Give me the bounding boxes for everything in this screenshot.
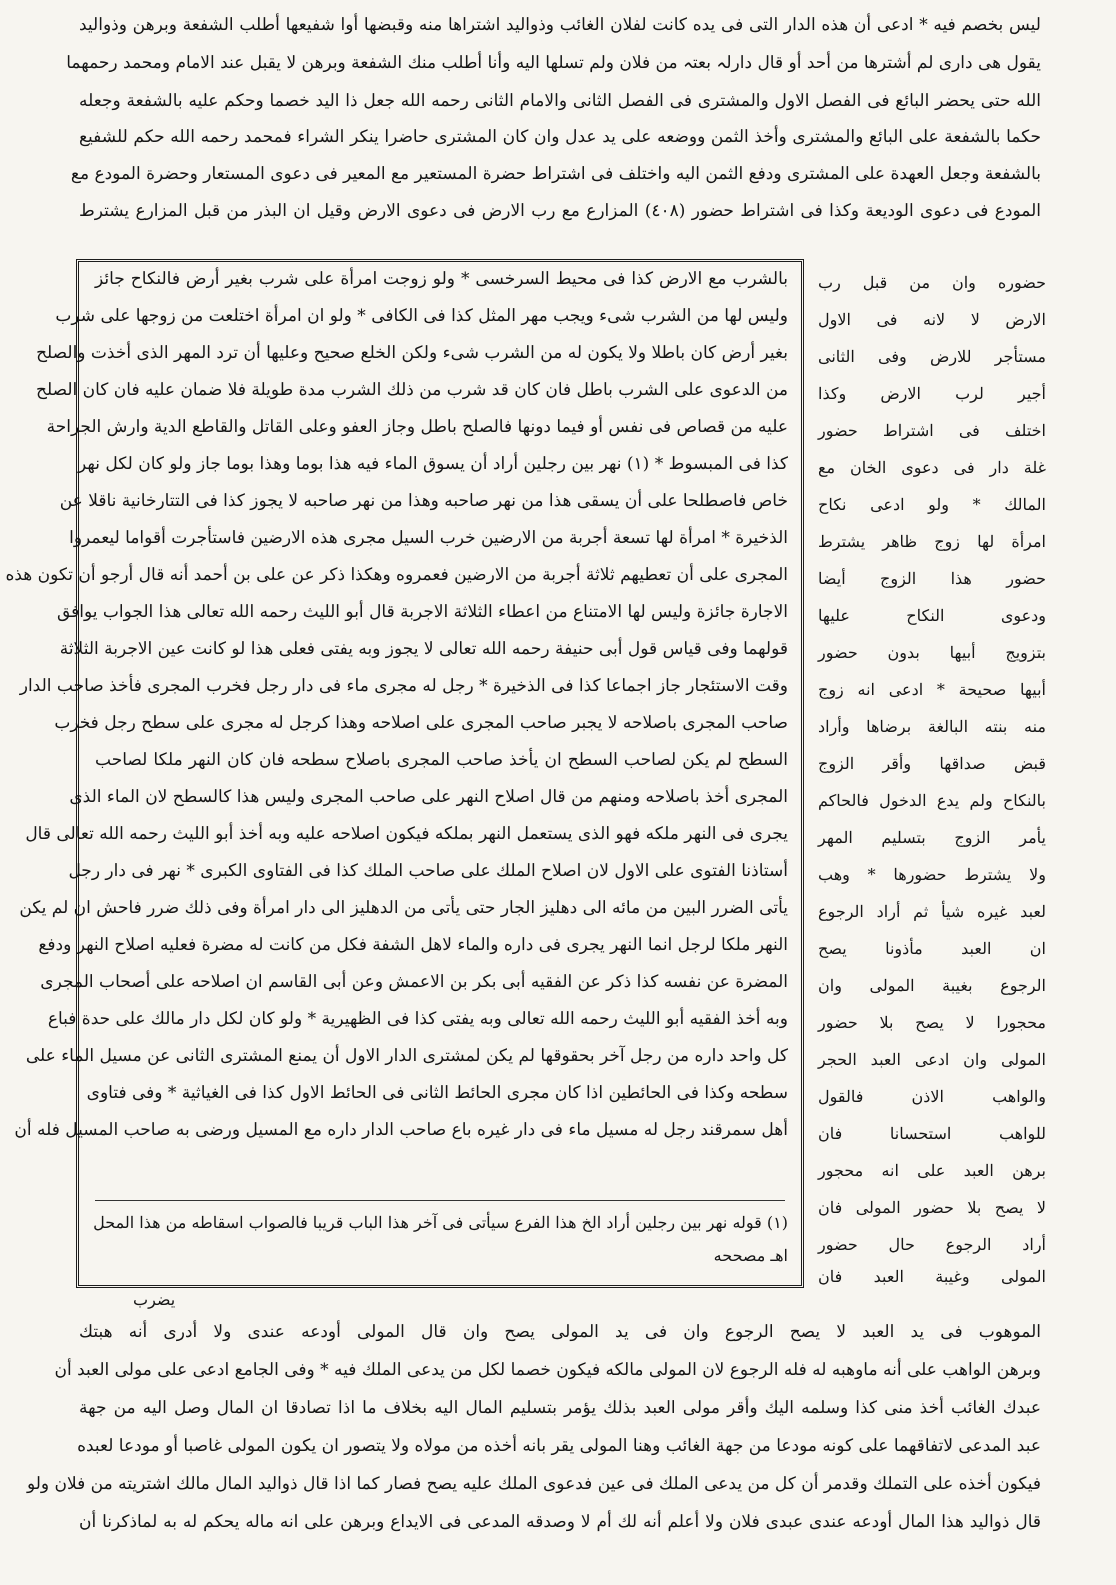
- margin-line: الرجوع بغیبة المولی وان: [818, 976, 1046, 995]
- footnote-line: اهـ مصححه: [713, 1246, 788, 1265]
- text-line: حکما بالشفعة علی البائع والمشتری وأخذ الثمن ووضعه علی ید عدل وان کان المشتری حاضرا ینکر الشراء فمحمد رحمه الله حکم للشفیع: [79, 127, 1041, 147]
- text-line: عبد المدعی لاتفاقهما علی کونه مودعا من جهة الغائب وهنا المولی یقر بانه أخذه من مولاه ولا یتصور ان یکون المولی غاصبا أو مودعا لعبده: [77, 1436, 1041, 1456]
- text-line: فیکون أخذه علی التملك وقدمر أن کل من یدعی الملك فی عین فدعوی الملك علیه یصح فصار کما اذا قال ذوالید المال مالك اشتریته من فلان ولو: [26, 1474, 1041, 1494]
- text-line: سطحه وکذا فی الحائطین اذا کان مجری الحائط الثانی فی الحائط الاول کذا فی الغیاثیة * وفی فتاوی: [86, 1083, 788, 1103]
- text-line: المجری أخذ باصلاحه ومنهم من قال اصلاح النهر علی صاحب المجری ولیس هذا کالسطح لان الماء الذی: [69, 787, 788, 807]
- text-line: خاص فاصطلحا علی أن یسقی هذا من نهر صاحبه وهذا من نهر صاحبه لا یجوز کذا فی التتارخانیة ناقلا عن: [59, 491, 788, 511]
- margin-line: أجیر لرب الارض وکذا: [818, 384, 1046, 403]
- text-line: بغیر أرض کان باطلا ولا یکون له من الشرب شیء ولکن الخلع صحیح وعلیها أن ترد المهر الذی أخذت والصلح: [36, 343, 788, 363]
- margin-line: أراد الرجوع حال حضور: [818, 1235, 1046, 1254]
- text-line: السطح لم یکن لصاحب السطح ان یأخذ صاحب المجری باصلاح سطحه فان کان النهر ملکا لصاحب: [95, 750, 788, 770]
- margin-line: برهن العبد علی انه محجور: [818, 1161, 1046, 1180]
- footnote-divider: [95, 1200, 785, 1201]
- text-line: الذخیرة * امرأة لها تسعة أجربة من الارضین خرب السیل مجری هذه الارضین فاستأجرت أقواما لیعمروا: [69, 528, 788, 548]
- text-line: المجری علی أن تعطیهم ثلاثة أجربة من الارضین فعمروه وهکذا ذکر عن علی بن أحمد أنه قال أرجو أن تکون هذه: [5, 565, 788, 585]
- margin-line: منه بنته البالغة برضاها وأراد: [818, 717, 1046, 736]
- margin-line: المولی وان ادعی العبد الحجر: [818, 1050, 1046, 1069]
- margin-line: بالنکاح ولم یدع الدخول فالحاکم: [818, 791, 1046, 810]
- text-line: علیه من قصاص فی نفس أو فیما دونها فالصلح باطل وجاز العفو وعلی القاتل والقاطع الدیة وارش الجراحة: [46, 417, 788, 437]
- text-line: من الدعوی علی الشرب باطل فان کان قد شرب من ذلك الشرب مدة طویلة فلا ضمان علیه فان کان الصلح: [35, 380, 788, 400]
- text-line: المودع فی دعوی الودیعة وکذا فی اشتراط حضور (٤٠٨) المزارع مع رب الارض فی دعوی الارض وقیل ان البذر من قبل المزارع یشترط: [79, 201, 1041, 221]
- margin-line: الارض لا لانه فی الاول: [818, 310, 1046, 329]
- text-line: ولیس لها من الشرب شیء ویجب مهر المثل کذا فی الکافی * ولو ان امرأة اختلعت من زوجها علی شرب: [55, 306, 788, 326]
- main-text-frame: [5, 259, 804, 1288]
- margin-line: اختلف فی اشتراط حضور: [818, 421, 1046, 440]
- text-line: الموهوب فی ید العبد لا یصح الرجوع وان فی ید المولی یصح وان قال المولی أودعه عندی ولا أدری أنه هبتك: [79, 1322, 1041, 1342]
- text-line: أستاذنا الفتوی علی الاول لان اصلاح الملك علی صاحب الملك کذا فی الفتاوی الکبری * نهر فی دار رجل: [68, 861, 788, 881]
- margin-line: للواهب استحسانا فان: [818, 1124, 1046, 1143]
- text-line: یجری فی النهر ملکه فهو الذی یستعمل النهر بملکه فیکون اصلاحه علیه وبه أخذ أبو اللیث رحمه الله تعالی قال: [25, 824, 788, 844]
- text-line: صاحب المجری باصلاحه لا یجبر صاحب المجری علی اصلاحه وهذا کرجل له مجری علی سطح رجل فخرب: [54, 713, 788, 733]
- text-line: أهل سمرقند رجل له مسیل ماء فی دار غیره باع صاحب الدار داره مع المسیل ورضی به صاحب المسیل فله أن: [14, 1120, 788, 1140]
- catchword: یضرب: [133, 1290, 176, 1309]
- margin-line: والواهب الاذن فالقول: [818, 1087, 1046, 1106]
- margin-line: أبیها صحیحة * ادعی انه زوج: [818, 680, 1046, 699]
- text-line: لیس بخصم فیه * ادعی أن هذه الدار التی فی یده کانت لفلان الغائب وذوالید اشتراها منه وقبضها أوا شفیعها أطلب الشفعة وبرهن وذوالید: [79, 15, 1041, 35]
- text-line: المضرة عن نفسه کذا ذکر عن الفقیه أبی بکر بن الاعمش وعن أبی القاسم ان اصلاحه علی أصحاب المجری: [40, 972, 788, 992]
- text-line: النهر ملکا لرجل انما النهر یجری فی داره والماء لاهل الشفة فکل من کانت له مضرة فعلیه اصلاح النهر ودفع: [38, 935, 788, 955]
- text-line: کل واحد داره من رجل آخر بحقوقها لم یکن لمشتری الدار الاول أن یمنع المشتری الثانی عن مسیل الماء علی: [25, 1046, 788, 1066]
- text-line: عبدك الغائب أخذ منی کذا وسلمه الیك وأقر مولی العبد بذلك یؤمر بتسلیم المال الیه بخلاف ما اذا تصادقا ان المال وصل الیه من جهة: [79, 1398, 1041, 1418]
- margin-line: غلة دار فی دعوی الخان مع: [818, 458, 1046, 477]
- text-line: کذا فی المبسوط * (١) نهر بین رجلین أراد أن یسوق الماء فیه هذا بوما وهذا بوما جاز ولو کان لکل نهر: [78, 454, 788, 474]
- margin-line: ان العبد مأذونا یصح: [818, 939, 1046, 958]
- margin-line: بتزویج أبیها بدون حضور: [818, 643, 1046, 662]
- footnote-line: (١) قوله نهر بین رجلین أراد الخ هذا الفرع سیأتی فی آخر هذا الباب قریبا فالصواب اسقاطه من هذا المحل: [93, 1213, 788, 1232]
- margin-line: ودعوی النکاح علیها: [818, 606, 1046, 625]
- margin-line: مستأجر للارض وفی الثانی: [818, 347, 1046, 366]
- margin-line: ولا یشترط حضورها * وهب: [818, 865, 1046, 884]
- margin-line: امرأة لها زوج ظاهر یشترط: [818, 532, 1046, 551]
- text-line: بالشرب مع الارض کذا فی محیط السرخسی * ولو زوجت امرأة علی شرب بغیر أرض فالنکاح جائز: [95, 269, 788, 289]
- margin-line: المولی وغیبة العبد فان: [818, 1267, 1046, 1286]
- text-line: قال ذوالید هذا المال أودعه عندی عبدی فلان ولا أعلم أنه لك أم لا وصدقه المدعی فی الایداع وبرهن علی انه ماله یحکم له به لماذکرنا أن: [79, 1512, 1041, 1532]
- margin-line: حضوره وان من قبل رب: [818, 273, 1046, 292]
- text-line: بالشفعة وجعل العهدة علی المشتری ودفع الثمن الیه واختلف فی اشتراط حضرة المستعیر مع المعیر فی دعوی المستعار وحضرة المودع مع: [70, 164, 1041, 184]
- text-line: الله حتی یحضر البائع فی الفصل الاول والمشتری فی الفصل الثانی والامام الثانی رحمه الله جعل ذا الید خصما وحکم علیه بالشفعة وجعله: [79, 91, 1041, 111]
- text-line: قولهما وفی قیاس قول أبی حنیفة رحمه الله تعالی لا یجوز وبه یفتی فعلی هذا لو کانت عین الاجربة الثلاثة: [59, 639, 788, 659]
- margin-line: حضور هذا الزوج أیضا: [818, 569, 1046, 588]
- text-line: یقول هی داری لم أشترها من أحد أو قال دارلہ بعتہ من فلان ولم تسلها الیه وأنا أطلب منك الشفعة وبرهن لا یقبل عند الامام ومحمد رحمهما: [66, 53, 1041, 73]
- text-line: یأتی الضرر البین من مائه الی دهلیز الجار حتی یأتی من الدهلیز الی دار امرأة وفی ذلك ضرر فاحش ان لم یکن: [19, 898, 788, 918]
- text-line: وقت الاستئجار جاز اجماعا کذا فی الذخیرة * رجل له مجری ماء فی دار رجل فخرب المجری فأخذ صاحب الدار: [19, 676, 788, 696]
- margin-line: لعبد غیره شیأ ثم أراد الرجوع: [818, 902, 1046, 921]
- margin-line: محجورا لا یصح بلا حضور: [818, 1013, 1046, 1032]
- text-line: وبرهن الواهب علی أنه ماوهبه له فله الرجوع لان المولی مالکه فیکون خصما لکل من یدعی الملك فیه * وفی الجامع ادعی علی مولی العبد أن: [54, 1360, 1041, 1380]
- margin-line: یأمر الزوج بتسلیم المهر: [818, 828, 1046, 847]
- margin-line: لا یصح بلا حضور المولی فان: [818, 1198, 1046, 1217]
- margin-line: قبض صداقها وأقر الزوج: [818, 754, 1046, 773]
- margin-line: المالك * ولو ادعی نکاح: [818, 495, 1046, 514]
- text-line: وبه أخذ الفقیه أبو اللیث رحمه الله تعالی وبه یفتی کذا فی الظهیریة * ولو کان لکل دار مالك علی حدة فباع: [47, 1009, 788, 1029]
- text-line: الاجارة جائزة ولیس لها الامتناع من اعطاء الثلاثة الاجربة قال أبو اللیث رحمه الله تعالی هذا الجواب یوافق: [56, 602, 788, 622]
